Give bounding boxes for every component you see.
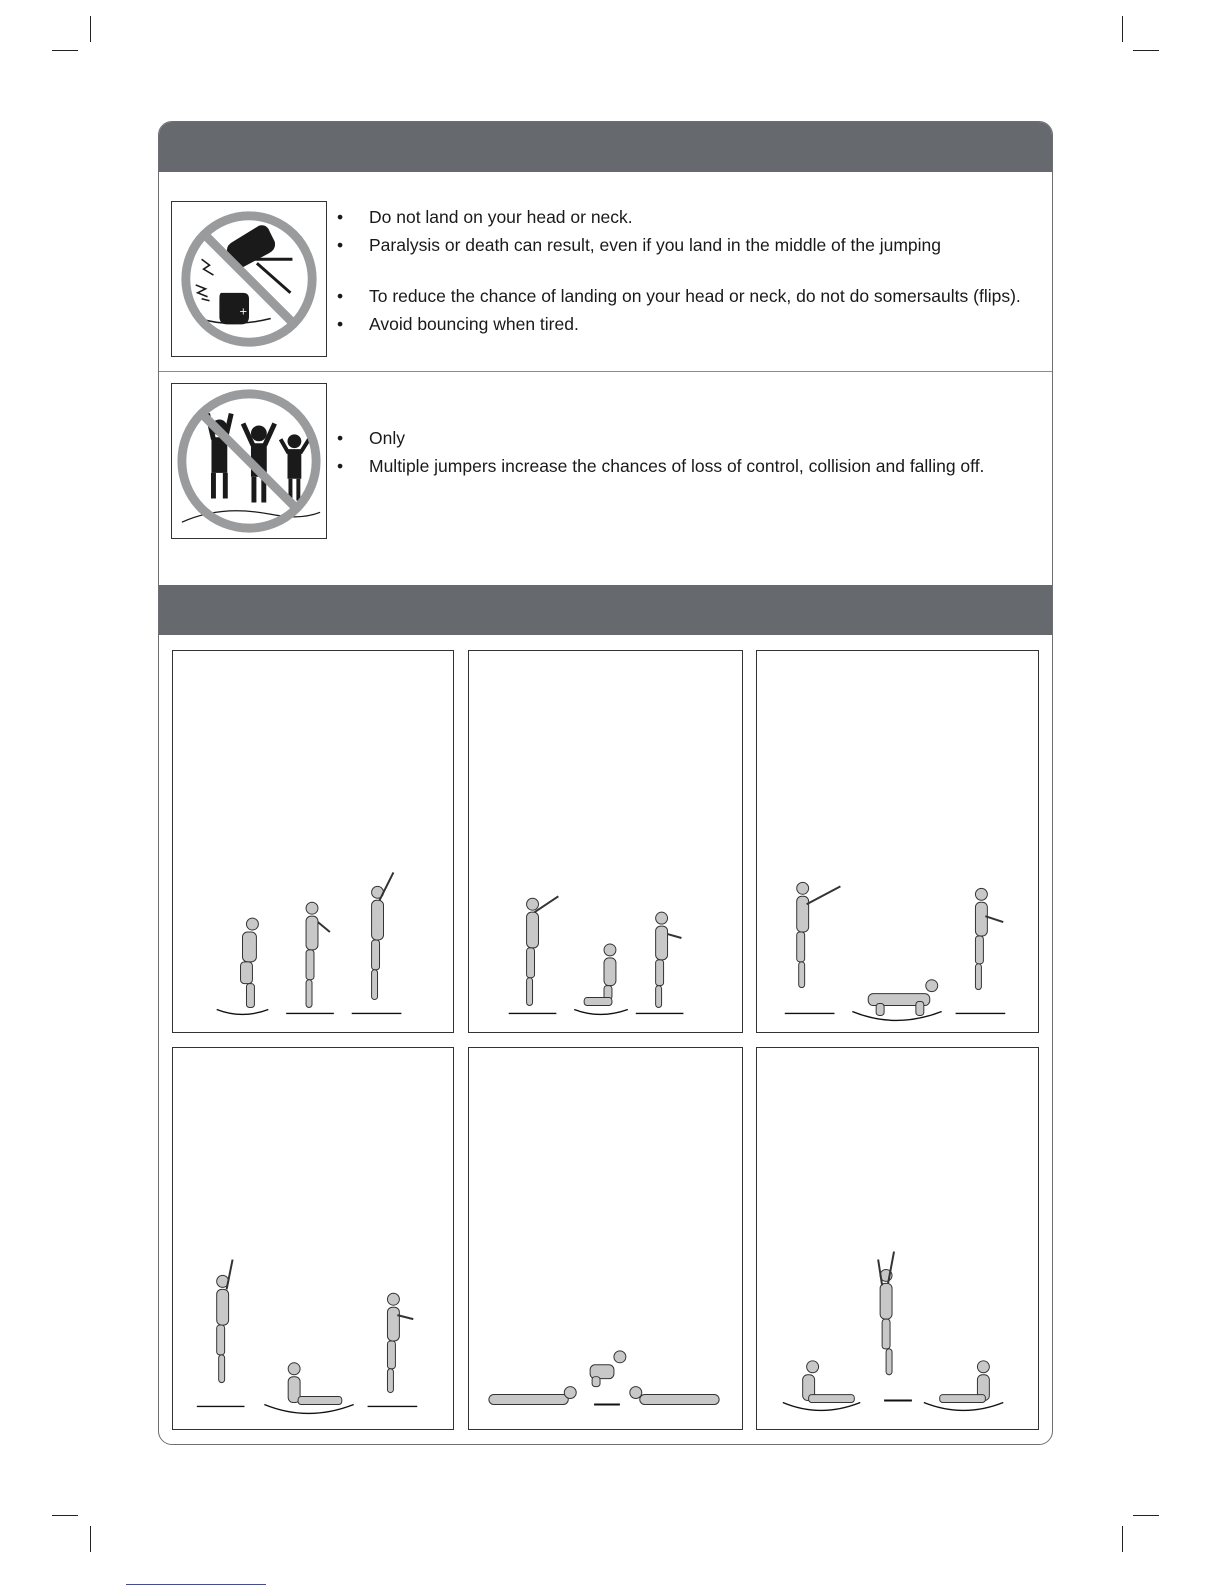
safety-panel [158, 121, 1053, 1445]
warning-bullet: • Multiple jumpers increase the chances of loss of control, collision and falling off. [337, 456, 984, 476]
exercise-hands-and-knees-drop [756, 650, 1039, 1033]
head-landing-warnings [337, 207, 1021, 342]
exercise-seat-drop [172, 1047, 454, 1430]
exercise-seat-drop-twist [756, 1047, 1039, 1430]
crop-mark [52, 50, 78, 51]
exercise-basic-bounce [172, 650, 454, 1033]
warning-bullet: • Do not land on your head or neck. [337, 207, 1021, 227]
section-header-bar [159, 585, 1052, 635]
crop-mark [1133, 1515, 1159, 1516]
warning-bullet: • To reduce the chance of landing on your head or neck, do not do somersaults (flips). [337, 286, 1021, 306]
crop-mark [1122, 16, 1123, 42]
crop-mark [52, 1515, 78, 1516]
section-header-bar [159, 122, 1052, 172]
svg-text:+: + [239, 306, 248, 318]
warning-bullet: • Paralysis or death can result, even if you land in the middle of the jumping [337, 235, 1021, 255]
section-divider [159, 371, 1052, 372]
crop-mark [90, 16, 91, 42]
multiple-jumpers-warnings [337, 428, 984, 484]
crop-mark [1133, 50, 1159, 51]
no-multiple-jumpers-icon [171, 383, 327, 539]
warning-bullet: • Avoid bouncing when tired. [337, 314, 1021, 334]
exercise-knee-drop [468, 650, 743, 1033]
exercise-front-drop [468, 1047, 743, 1430]
crop-mark [1122, 1526, 1123, 1552]
no-head-landing-icon [171, 201, 327, 357]
warning-bullet: • Only [337, 428, 984, 448]
crop-mark [90, 1526, 91, 1552]
